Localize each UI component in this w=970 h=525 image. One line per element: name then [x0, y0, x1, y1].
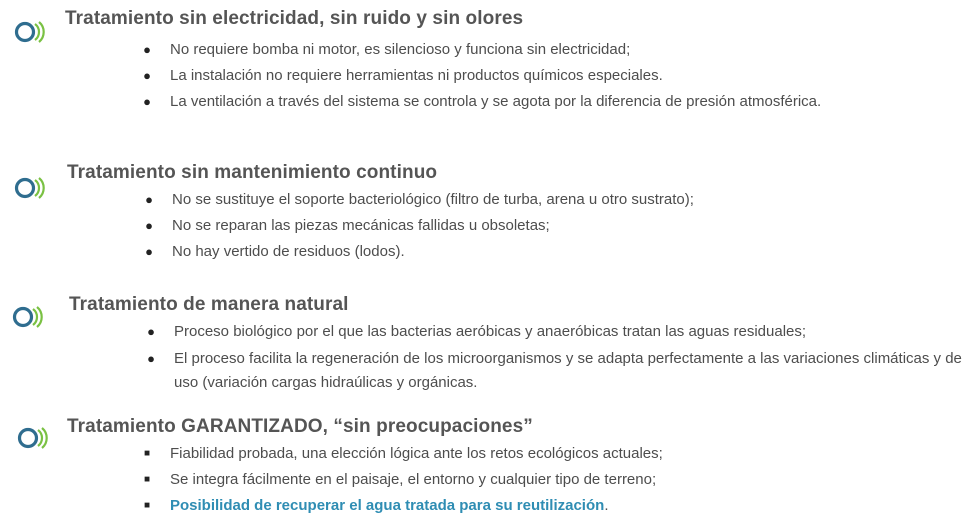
bullet-icon: ●: [143, 42, 151, 57]
list-item: [142, 239, 962, 265]
bullet-icon: ●: [147, 324, 155, 339]
list-item-text: Proceso biológico por el que las bacterias aeróbicas y anaeróbicas tratan las aguas residuales;: [174, 323, 807, 340]
list-item-text: No hay vertido de residuos (lodos).: [172, 243, 405, 260]
list-item: [142, 213, 962, 239]
list-item: [140, 37, 960, 63]
bullet-icon: ●: [145, 192, 153, 207]
section-heading: Tratamiento de manera natural: [69, 294, 349, 315]
bullet-list: [142, 187, 962, 265]
list-item: [140, 441, 960, 467]
list-item-text: No requiere bomba ni motor, es silencioso y funciona sin electricidad;: [170, 41, 631, 58]
list-item-text: Fiabilidad probada, una elección lógica ante los retos ecológicos actuales;: [170, 445, 663, 462]
list-item: [140, 63, 960, 89]
list-item-text: No se reparan las piezas mecánicas fallidas u obsoletas;: [172, 217, 550, 234]
list-item-text: No se sustituye el soporte bacteriológico (filtro de turba, arena u otro sustrato);: [172, 191, 694, 208]
bullet-icon: ●: [147, 351, 155, 366]
bullet-icon: ■: [143, 474, 151, 485]
bullet-icon: ■: [143, 448, 151, 459]
bullet-list: [140, 441, 960, 519]
concentric-rings-icon: [13, 20, 47, 44]
bullet-icon: ■: [143, 500, 151, 511]
list-item-text: La ventilación a través del sistema se controla y se agota por la diferencia de presión atmosférica.: [170, 93, 822, 110]
section-heading: Tratamiento GARANTIZADO, “sin preocupaciones”: [67, 416, 533, 437]
bullet-icon: ●: [145, 218, 153, 233]
bullet-icon: ●: [145, 244, 153, 259]
list-item: [144, 347, 970, 395]
list-item: [140, 89, 960, 115]
list-item: [140, 493, 960, 519]
concentric-rings-icon: [13, 176, 47, 200]
list-item-text: El proceso facilita la regeneración de los microorganismos y se adapta perfectamente a las variaciones climáticas y de uso (variación cargas hidraúlicas y orgánicas.: [174, 350, 962, 391]
bullet-list: [144, 319, 964, 395]
bullet-list: [140, 37, 960, 115]
highlight-suffix: .: [604, 497, 609, 514]
concentric-rings-icon: [16, 426, 50, 450]
list-item: [142, 187, 962, 213]
highlight-text: Posibilidad de recuperar el agua tratada para su reutilización: [170, 497, 605, 514]
section-heading: Tratamiento sin mantenimiento continuo: [67, 162, 438, 183]
section-heading: Tratamiento sin electricidad, sin ruido y sin olores: [65, 8, 524, 29]
list-item-text: La instalación no requiere herramientas ni productos químicos especiales.: [170, 67, 663, 84]
concentric-rings-icon: [11, 305, 45, 329]
list-item: [140, 467, 960, 493]
bullet-icon: ●: [143, 68, 151, 83]
bullet-icon: ●: [143, 94, 151, 109]
list-item: [144, 319, 964, 345]
list-item-text: Se integra fácilmente en el paisaje, el entorno y cualquier tipo de terreno;: [170, 471, 657, 488]
